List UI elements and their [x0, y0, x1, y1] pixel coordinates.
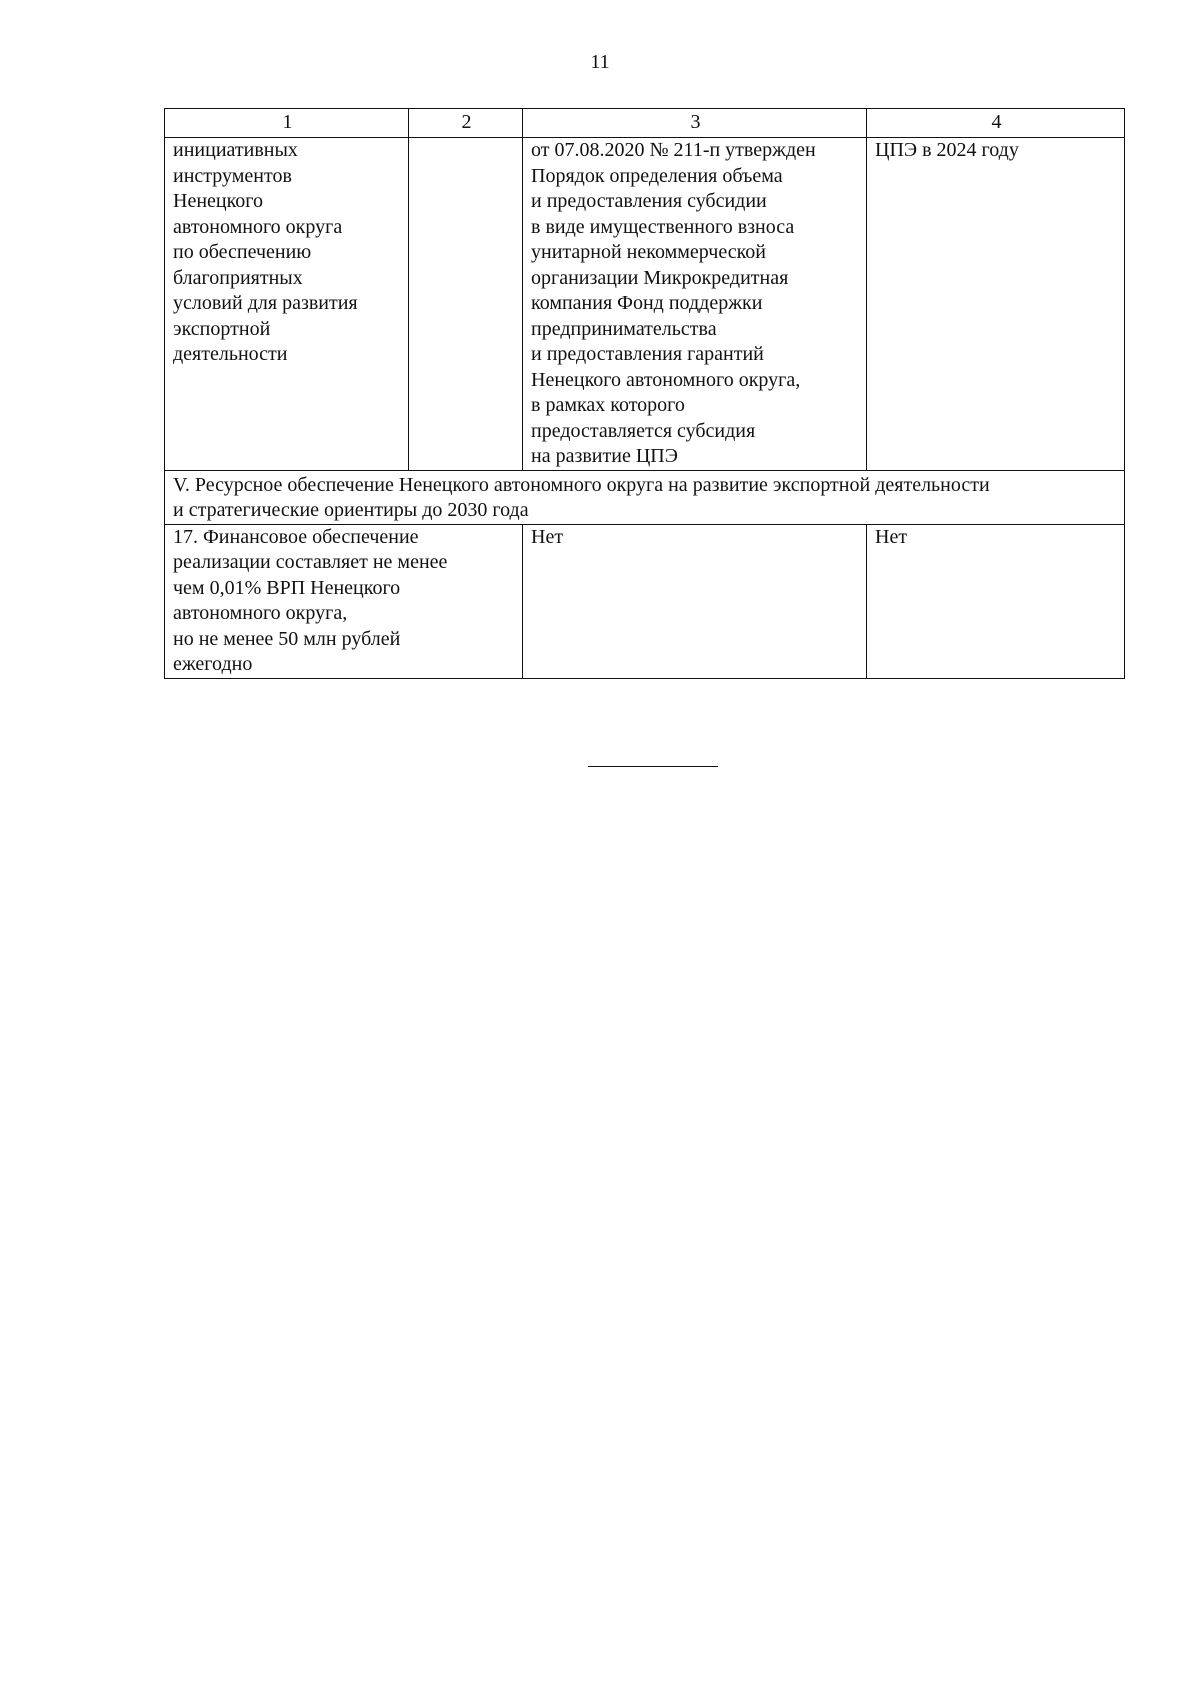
end-of-document-line: [588, 766, 718, 767]
cell-text-line: экспортной: [173, 317, 271, 340]
cell-text-line: и предоставления гарантий: [531, 343, 764, 365]
row-17-col4: [867, 524, 1125, 678]
cell-text-line: условий для развития: [173, 292, 358, 314]
cell-text-line: автономного округа: [173, 215, 343, 238]
section-heading-line: V. Ресурсное обеспечение Ненецкого автономного округа на развитие экспортной деятельности: [173, 473, 990, 496]
table-row-initiatives: [165, 138, 1125, 471]
row-initiatives-col3: [523, 138, 867, 471]
row-17-col3: [523, 524, 867, 678]
cell-text-line: по обеспечению: [173, 241, 312, 263]
cell-text-line: Ненецкого автономного округа,: [531, 368, 801, 391]
cell-text-line: Нет: [875, 525, 908, 548]
cell-text-line: предпринимательства: [531, 317, 717, 340]
cell-text-line: Ненецкого: [173, 190, 264, 212]
cell-text-line: в рамках которого: [531, 394, 685, 416]
cell-text-line: инструментов: [173, 164, 292, 187]
header-cell-2: 2: [409, 109, 523, 138]
cell-text-line: от 07.08.2020 № 211-п утвержден: [531, 139, 816, 161]
section-v-heading: [165, 470, 1125, 524]
cell-text-line: деятельности: [173, 343, 288, 365]
cell-text-line: автономного округа,: [173, 602, 348, 624]
cell-text-line: организации Микрокредитная: [531, 266, 789, 289]
table-row-17: [165, 524, 1125, 678]
table-header-row: [165, 109, 1125, 138]
cell-text-line: Нет: [531, 525, 564, 548]
cell-text-line: но не менее 50 млн рублей: [173, 627, 401, 650]
cell-text-line: Порядок определения объема: [531, 164, 783, 187]
cell-text-line: на развитие ЦПЭ: [531, 445, 678, 467]
row-initiatives-col4: [867, 138, 1125, 471]
page-number: 11: [590, 51, 610, 73]
cell-text-line: в виде имущественного взноса: [531, 215, 795, 238]
cell-text-line: ежегодно: [173, 653, 253, 675]
cell-text-line: чем 0,01% ВРП Ненецкого: [173, 576, 401, 599]
cell-text-line: реализации составляет не менее: [173, 551, 448, 573]
cell-text-line: унитарной некоммерческой: [531, 241, 766, 263]
section-heading-line: и стратегические ориентиры до 2030 года: [173, 499, 529, 521]
cell-text-line: 17. Финансовое обеспечение: [173, 525, 419, 548]
cell-text-line: инициативных: [173, 139, 298, 161]
document-table: [164, 108, 1125, 679]
header-cell-1: 1: [165, 109, 409, 138]
cell-text-line: ЦПЭ в 2024 году: [875, 139, 1019, 161]
row-17-col12: [165, 524, 523, 678]
table-row-section-v: [165, 470, 1125, 524]
cell-text-line: благоприятных: [173, 266, 303, 289]
row-initiatives-col2: [409, 138, 523, 471]
header-cell-4: 4: [867, 109, 1125, 138]
row-initiatives-col1: [165, 138, 409, 471]
header-cell-3: 3: [523, 109, 867, 138]
cell-text-line: и предоставления субсидии: [531, 190, 767, 212]
cell-text-line: компания Фонд поддержки: [531, 292, 763, 314]
cell-text-line: предоставляется субсидия: [531, 419, 756, 442]
